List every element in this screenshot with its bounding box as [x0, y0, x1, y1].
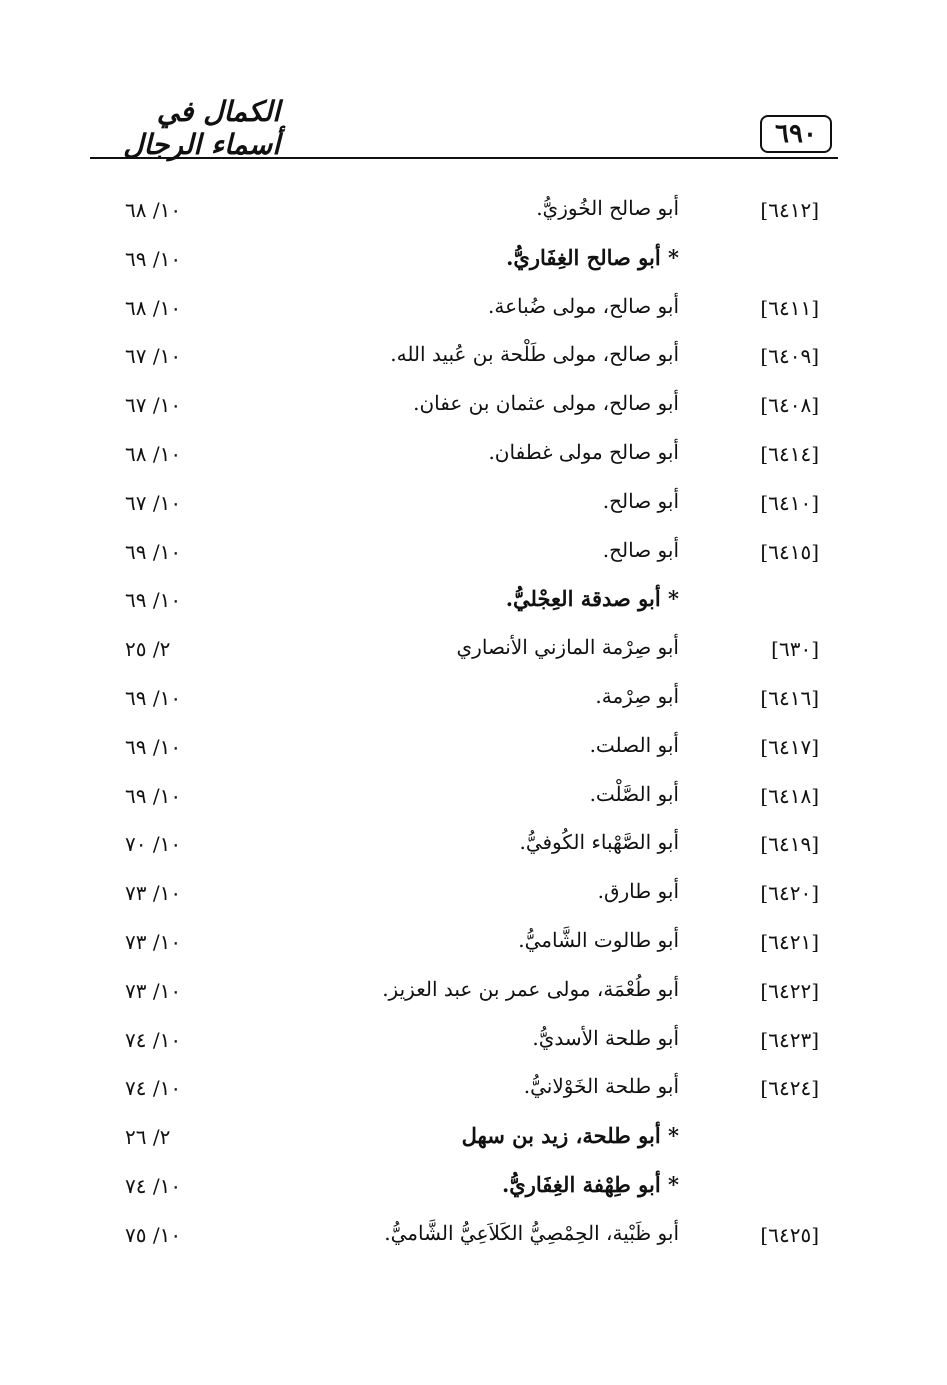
- entry-name: أبو صالح.: [602, 537, 679, 562]
- entry-reference: ١٠/ ٧٠: [125, 832, 182, 857]
- list-item: [0, 483, 947, 532]
- entry-number: [٦٤٢٢]: [760, 978, 819, 1003]
- entry-name: * أبو طِهْفة الغِفَاريُّ.: [502, 1171, 679, 1197]
- page-number: ٦٩٠: [760, 115, 832, 153]
- entry-reference: ١٠/ ٦٩: [125, 685, 182, 710]
- page-header: [0, 0, 947, 165]
- entry-name: أبو الصَّهْباء الكُوفيُّ.: [519, 830, 679, 855]
- entry-number: [٦٤١٠]: [760, 490, 819, 515]
- header-rule: [90, 157, 838, 159]
- entry-number: [٦٤١٤]: [760, 441, 819, 466]
- entry-number: [٦٤١٧]: [760, 734, 819, 759]
- entry-reference: ١٠/ ٦٩: [125, 246, 182, 271]
- list-item: [0, 727, 947, 776]
- list-item: [0, 824, 947, 873]
- entry-name: أبو طُعْمَة، مولى عمر بن عبد العزيز.: [382, 976, 679, 1001]
- list-item: [0, 1215, 947, 1264]
- entry-number: [٦٤٠٩]: [760, 344, 819, 369]
- entry-name: أبو صالح، مولى ضُباعة.: [488, 293, 679, 318]
- entry-number: [٦٤٢٤]: [760, 1076, 819, 1101]
- entry-number: [٦٤٢٣]: [760, 1027, 819, 1052]
- entry-name: أبو ظَبْية، الحِمْصِيُّ الكَلاَعِيُّ الشَّاميُّ.: [384, 1220, 679, 1245]
- entry-name: أبو طلحة الأسديُّ.: [532, 1025, 679, 1050]
- entry-number: [٦٤٢٠]: [760, 881, 819, 906]
- entry-name: أبو طالوت الشَّاميُّ.: [518, 927, 679, 952]
- entry-reference: ١٠/ ٦٧: [125, 490, 182, 515]
- entry-number: [٦٤١٥]: [760, 539, 819, 564]
- entry-name: أبو صالح الخُوزيُّ.: [536, 196, 679, 220]
- entry-reference: ١٠/ ٧٣: [125, 881, 182, 906]
- entry-reference: ١٠/ ٦٨: [125, 295, 182, 320]
- entry-name: أبو الصَّلْت.: [589, 781, 679, 806]
- entry-reference: ٢/ ٢٦: [125, 1125, 171, 1150]
- entry-number: [٦٤١٩]: [760, 832, 819, 857]
- list-item: [0, 873, 947, 922]
- list-item: [0, 239, 947, 288]
- entry-reference: ١٠/ ٦٧: [125, 344, 182, 369]
- list-item: [0, 678, 947, 727]
- entry-number: [٦٤١٨]: [760, 783, 819, 808]
- entry-reference: ١٠/ ٦٩: [125, 539, 182, 564]
- list-item: [0, 288, 947, 337]
- list-item: [0, 1020, 947, 1069]
- list-item: [0, 190, 947, 239]
- entry-name: * أبو صدقة العِجْليُّ.: [505, 586, 679, 612]
- book-title: الكمال في أسماء الرجال: [123, 95, 280, 161]
- entry-reference: ١٠/ ٧٣: [125, 929, 182, 954]
- entry-number: [٦٤١٦]: [760, 685, 819, 710]
- entry-reference: ١٠/ ٦٩: [125, 588, 182, 613]
- entry-name: أبو الصلت.: [589, 732, 679, 757]
- entry-reference: ٢/ ٢٥: [125, 637, 171, 662]
- entry-number: [٦٣٠]: [771, 637, 819, 662]
- entry-name: أبو طلحة الخَوْلانيُّ.: [523, 1074, 679, 1099]
- entry-reference: ١٠/ ٦٩: [125, 734, 182, 759]
- list-item: [0, 336, 947, 385]
- entry-number: [٦٤٢٥]: [760, 1222, 819, 1247]
- list-item: [0, 776, 947, 825]
- entry-reference: ١٠/ ٧٤: [125, 1027, 182, 1052]
- list-item: [0, 1068, 947, 1117]
- entry-reference: ١٠/ ٧٥: [125, 1222, 182, 1247]
- entry-number: [٦٤١٢]: [760, 198, 819, 222]
- entry-name: أبو صالح.: [602, 488, 679, 513]
- list-item: [0, 971, 947, 1020]
- entry-reference: ١٠/ ٧٣: [125, 978, 182, 1003]
- entry-number: [٦٤١١]: [760, 295, 819, 320]
- entry-reference: ١٠/ ٦٧: [125, 393, 182, 418]
- list-item: [0, 922, 947, 971]
- entry-name: أبو صالح، مولى طَلْحة بن عُبيد الله.: [390, 342, 679, 367]
- entry-name: أبو صِرْمة المازني الأنصاري: [456, 635, 679, 660]
- entry-number: [٦٤٠٨]: [760, 393, 819, 418]
- list-item: [0, 1166, 947, 1215]
- entry-name: أبو طارق.: [597, 879, 679, 904]
- list-item: [0, 580, 947, 629]
- entry-name: أبو صالح مولى غطفان.: [488, 439, 679, 464]
- entry-number: [٦٤٢١]: [760, 929, 819, 954]
- list-item: [0, 385, 947, 434]
- list-item: [0, 629, 947, 678]
- entry-reference: ١٠/ ٧٤: [125, 1173, 182, 1198]
- entry-reference: ١٠/ ٧٤: [125, 1076, 182, 1101]
- list-item: [0, 1117, 947, 1166]
- entry-name: * أبو صالح الغِفَاريُّ.: [506, 244, 679, 270]
- list-item: [0, 434, 947, 483]
- entry-name: * أبو طلحة، زيد بن سهل: [461, 1123, 679, 1149]
- list-item: [0, 532, 947, 581]
- entry-name: أبو صالح، مولى عثمان بن عفان.: [413, 391, 679, 416]
- entry-reference: ١٠/ ٦٩: [125, 783, 182, 808]
- index-list: [0, 190, 947, 1264]
- entry-reference: ١٠/ ٦٨: [125, 441, 182, 466]
- entry-reference: ١٠/ ٦٨: [125, 198, 182, 222]
- entry-name: أبو صِرْمة.: [595, 683, 679, 708]
